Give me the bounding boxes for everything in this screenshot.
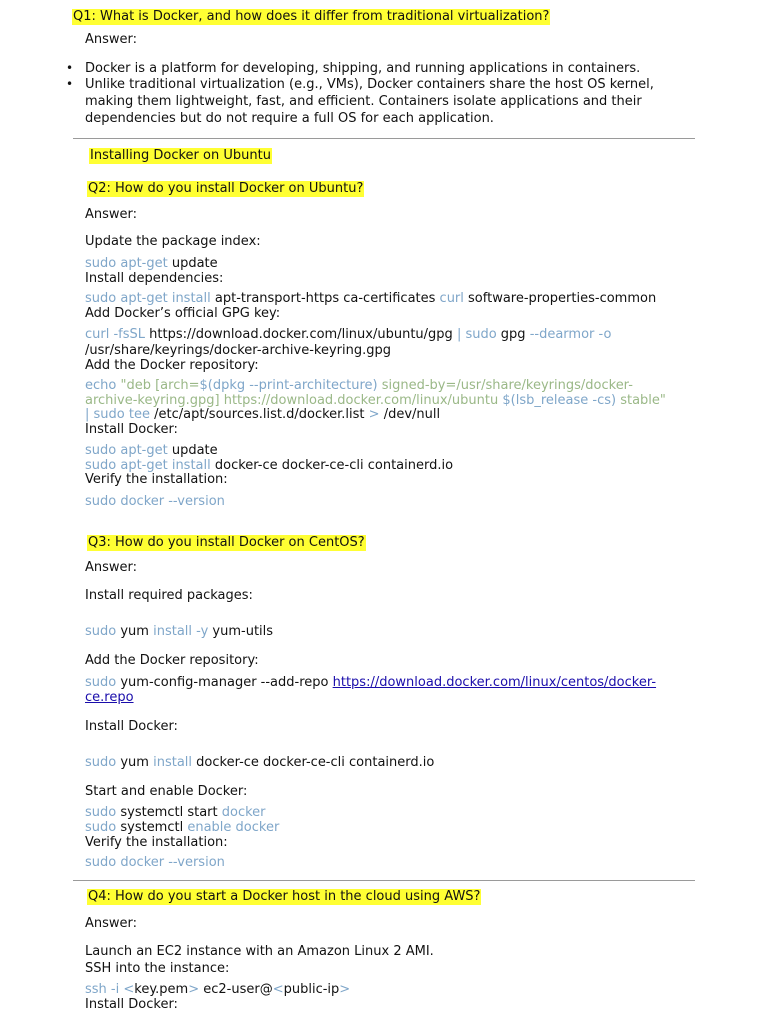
section-heading-ubuntu: Installing Docker on Ubuntu <box>90 148 271 163</box>
q2-cmd-3-line-2: /usr/share/keyrings/docker-archive-keyring.gpg <box>85 343 392 358</box>
divider <box>73 138 695 139</box>
divider <box>73 880 695 881</box>
docker-repo-link[interactable]: https://download.docker.com/linux/centos/docker- <box>332 675 657 690</box>
q3-cmd-4-line-2: sudo systemctl enable docker <box>85 820 280 835</box>
q4-step-1: Launch an EC2 instance with an Amazon Linux 2 AMI. <box>85 944 434 959</box>
q2-cmd-4-line-2: archive-keyring.gpg] https://download.docker.com/linux/ubuntu $(lsb_release -cs) stable" <box>85 393 666 408</box>
q2-heading: Q2: How do you install Docker on Ubuntu? <box>88 181 364 196</box>
q2-step-3: Add Docker’s official GPG key: <box>85 306 281 321</box>
q1-heading: Q1: What is Docker, and how does it differ from traditional virtualization? <box>73 9 550 24</box>
q2-step-6: Verify the installation: <box>85 472 228 487</box>
q2-step-4: Add the Docker repository: <box>85 358 259 373</box>
q1-bullet-2-line-1: Unlike traditional virtualization (e.g., VMs), Docker containers share the host OS kernel, <box>85 77 654 92</box>
q3-cmd-3: sudo yum install docker-ce docker-ce-cli containerd.io <box>85 755 435 770</box>
q3-step-4: Start and enable Docker: <box>85 784 248 799</box>
q2-cmd-2: sudo apt-get install apt-transport-https ca-certificates curl software-properties-common <box>85 291 657 306</box>
q2-cmd-1: sudo apt-get update <box>85 256 218 271</box>
q2-step-1: Update the package index: <box>85 234 261 249</box>
q3-heading: Q3: How do you install Docker on CentOS? <box>88 535 365 550</box>
q3-cmd-2-line-1: sudo yum-config-manager --add-repo https://download.docker.com/linux/centos/docker- <box>85 675 657 690</box>
q2-answer-label: Answer: <box>85 207 138 222</box>
q3-cmd-1: sudo yum install -y yum-utils <box>85 624 274 639</box>
q1-bullet-1: Docker is a platform for developing, shipping, and running applications in containers. <box>85 61 641 76</box>
q4-cmd-2: ssh -i <key.pem> ec2-user@<public-ip> <box>85 982 351 997</box>
q3-step-3: Install Docker: <box>85 719 178 734</box>
q3-answer-label: Answer: <box>85 560 138 575</box>
q2-cmd-4-line-1: echo "deb [arch=$(dpkg --print-architecture) signed-by=/usr/share/keyrings/docker- <box>85 378 633 393</box>
q2-cmd-3-line-1: curl -fsSL https://download.docker.com/linux/ubuntu/gpg | sudo gpg --dearmor -o <box>85 327 612 342</box>
q3-step-2: Add the Docker repository: <box>85 653 259 668</box>
q2-step-2: Install dependencies: <box>85 271 224 286</box>
docker-repo-link-continued[interactable]: ce.repo <box>85 690 134 705</box>
q2-cmd-5-line-1: sudo apt-get update <box>85 443 218 458</box>
q4-answer-label: Answer: <box>85 916 138 931</box>
q3-step-5: Verify the installation: <box>85 835 228 850</box>
q4-step-2: SSH into the instance: <box>85 961 230 976</box>
bullet-icon: • <box>66 77 74 91</box>
q3-cmd-5: sudo docker --version <box>85 855 225 870</box>
q2-cmd-6: sudo docker --version <box>85 494 225 509</box>
q2-step-5: Install Docker: <box>85 422 178 437</box>
q4-step-3: Install Docker: <box>85 997 178 1012</box>
q3-step-1: Install required packages: <box>85 588 253 603</box>
q1-bullet-2-line-3: dependencies but do not require a full OS for each application. <box>85 111 494 126</box>
q2-cmd-5-line-2: sudo apt-get install docker-ce docker-ce-cli containerd.io <box>85 458 454 473</box>
q1-answer-label: Answer: <box>85 32 138 47</box>
q1-bullet-2-line-2: making them lightweight, fast, and efficient. Containers isolate applications and their <box>85 94 642 109</box>
q4-heading: Q4: How do you start a Docker host in the cloud using AWS? <box>88 889 481 904</box>
bullet-icon: • <box>66 61 74 75</box>
q3-cmd-4-line-1: sudo systemctl start docker <box>85 805 266 820</box>
q2-cmd-4-line-3: | sudo tee /etc/apt/sources.list.d/docker.list > /dev/null <box>85 407 441 422</box>
